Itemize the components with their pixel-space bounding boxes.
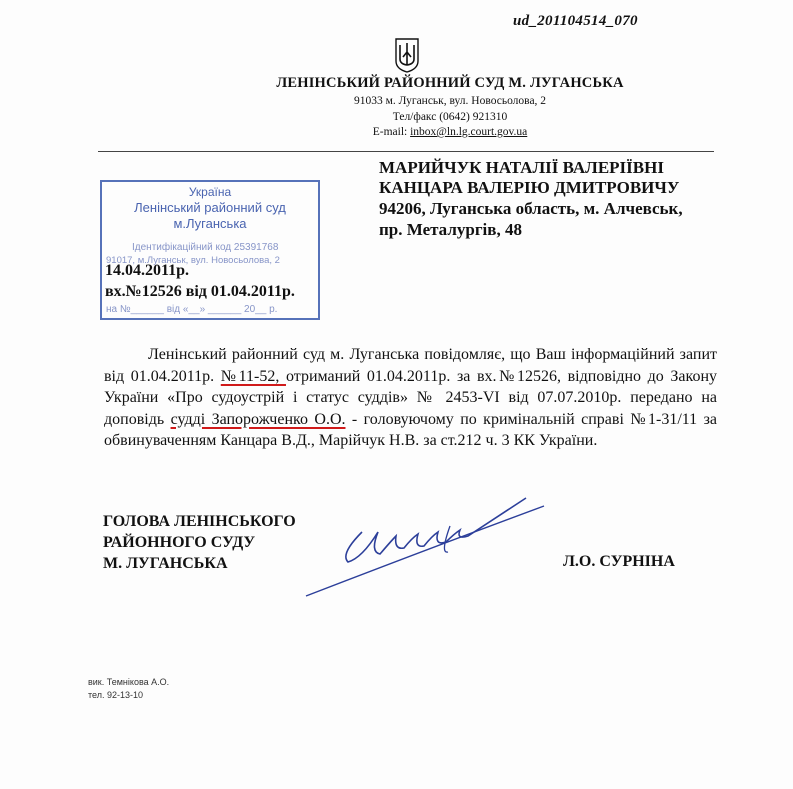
executor-name: вик. Темнікова А.О. <box>88 677 170 687</box>
email-link[interactable]: inbox@ln.lg.court.gov.ua <box>410 126 528 138</box>
court-phone: Тел/факс (0642) 921310 <box>392 111 508 123</box>
stamp-address: 91017, м.Луганськ, вул. Новосьолова, 2 <box>106 255 280 266</box>
trident-emblem-icon <box>394 37 420 73</box>
signer-title-line-3: М. ЛУГАНСЬКА <box>103 555 228 572</box>
document-id: ud_201104514_070 <box>513 13 638 29</box>
court-name: ЛЕНІНСЬКИЙ РАЙОННИЙ СУД М. ЛУГАНСЬКА <box>276 75 624 91</box>
body-part-3: - головуючому по кримінальній справі №1-31/11 за обвинуваченням Канцара В.Д., Марійчук Н.В. за ст.212 ч. 3 КК України. <box>104 410 718 449</box>
letter-body <box>104 344 717 452</box>
recipient-line-3: 94206, Луганська область, м. Алчевськ, <box>379 199 683 218</box>
header-divider <box>98 151 714 152</box>
recipient-line-2: КАНЦАРА ВАЛЕРІЮ ДМИТРОВИЧУ <box>379 178 680 197</box>
handwritten-signature <box>300 492 550 602</box>
email-label: E-mail: <box>372 126 411 138</box>
judge-name-underlined: судді Запорожченко О.О. <box>170 410 346 428</box>
request-number-underlined: №11-52, <box>220 367 286 385</box>
court-address: 91033 м. Луганськ, вул. Новосьолова, 2 <box>353 95 547 107</box>
body-part-1: Ленінський районний суд м. Луганська повідомляє, що Ваш інформаційний запит від 01.04.2011р. <box>104 346 717 385</box>
court-email <box>160 126 740 138</box>
signer-title-line-1: ГОЛОВА ЛЕНІНСЬКОГО <box>103 513 296 530</box>
stamp-city: м.Луганська <box>173 216 247 231</box>
recipient-line-4: пр. Металургів, 48 <box>379 220 522 239</box>
signer-title-line-2: РАЙОННОГО СУДУ <box>103 534 256 551</box>
stamp-code: Ідентифікаційний код 25391768 <box>132 242 279 253</box>
recipient-line-1: МАРИЙЧУК НАТАЛІЇ ВАЛЕРІЇВНІ <box>379 158 664 177</box>
stamp-country: Україна <box>188 185 232 199</box>
registration-date: 14.04.2011р. <box>105 262 190 279</box>
signer-name: Л.О. СУРНІНА <box>563 553 675 570</box>
body-part-2: отриманий 01.04.2011р. за вх.№12526, відповідно до Закону України «Про судоустрій і статус суддів» № 2453-VI від 07.07.2010р. передано на доповідь <box>104 367 718 428</box>
executor-phone: тел. 92-13-10 <box>88 690 144 700</box>
incoming-number: вх.№12526 від 01.04.2011р. <box>105 283 295 300</box>
stamp-number-line: на №______ від «__» ______ 20__ р. <box>106 304 278 315</box>
stamp-court: Ленінський районний суд <box>134 200 286 215</box>
